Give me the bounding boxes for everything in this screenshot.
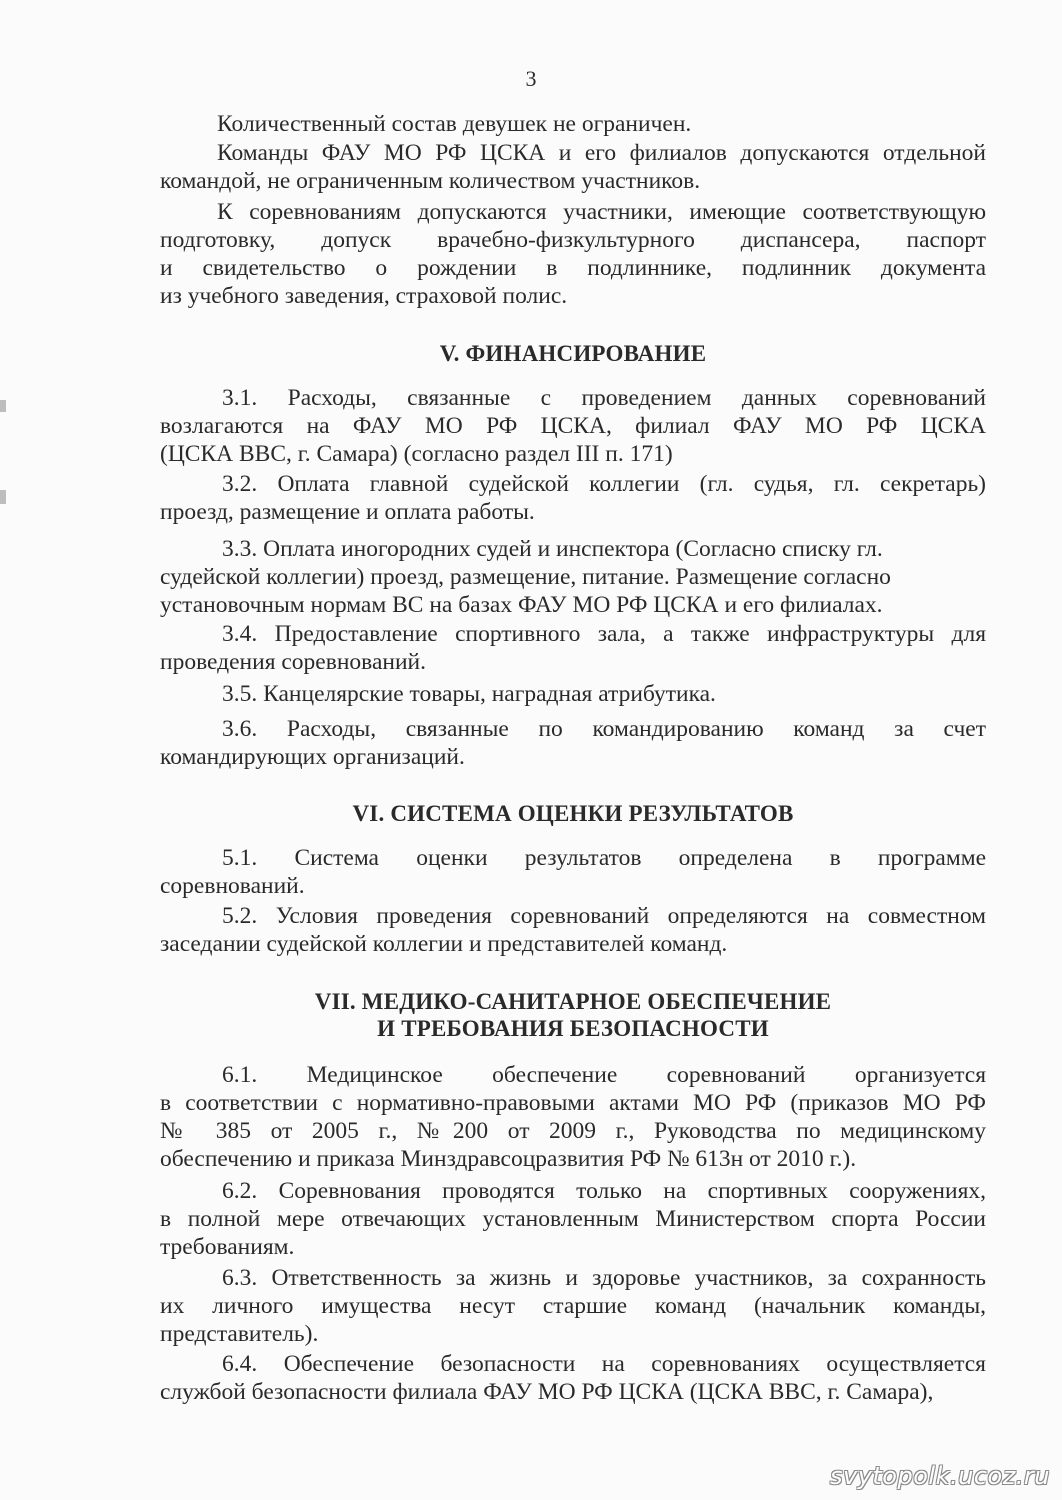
text-line: Количественный состав девушек не ограничен.	[217, 111, 692, 137]
paragraph-3-6	[160, 715, 986, 771]
paragraph-admission	[160, 198, 986, 310]
text-line: проезд, размещение и оплата работы.	[160, 499, 535, 525]
text-line: 6.3. Ответственность за жизнь и здоровье участников, за сохранность	[222, 1265, 986, 1291]
text-line: командой, не ограниченным количеством участников.	[160, 168, 701, 194]
text-line: 3.4. Предоставление спортивного зала, а также инфраструктуры для	[222, 621, 986, 647]
section-heading-results: VI. СИСТЕМА ОЦЕНКИ РЕЗУЛЬТАТОВ	[352, 801, 794, 826]
text-line: 6.1. Медицинское обеспечение соревнований организуется	[222, 1062, 986, 1088]
section-heading-medical: VII. МЕДИКО-САНИТАРНОЕ ОБЕСПЕЧЕНИЕ	[314, 989, 832, 1014]
text-line: представитель).	[160, 1321, 319, 1347]
text-line: 6.4. Обеспечение безопасности на соревнованиях осуществляется	[222, 1351, 986, 1377]
text-line: 3.1. Расходы, связанные с проведением данных соревнований	[222, 385, 986, 411]
text-line: Команды ФАУ МО РФ ЦСКА и его филиалов допускаются отдельной	[217, 140, 986, 166]
text-line: службой безопасности филиала ФАУ МО РФ ЦСКА (ЦСКА ВВС, г. Самара),	[160, 1379, 934, 1405]
paragraph-5-1	[160, 844, 986, 900]
text-line: 3.5. Канцелярские товары, наградная атрибутика.	[222, 681, 716, 707]
text-line: возлагаются на ФАУ МО РФ ЦСКА, филиал ФАУ МО РФ ЦСКА	[160, 413, 986, 439]
text-line: установочным нормам ВС на базах ФАУ МО РФ ЦСКА и его филиалах.	[160, 592, 883, 618]
paragraph-3-3	[160, 535, 986, 619]
paragraph-girls-count	[160, 110, 986, 138]
paragraph-3-1	[160, 384, 986, 468]
paragraph-3-4	[160, 620, 986, 676]
paragraph-cska-teams	[160, 139, 986, 195]
paragraph-3-2	[160, 470, 986, 526]
paragraph-5-2	[160, 902, 986, 958]
text-line: заседании судейской коллегии и представителей команд.	[160, 931, 728, 957]
site-watermark: svytopolk.ucoz.ru	[829, 1462, 1050, 1490]
text-line: 5.1. Система оценки результатов определена в программе	[222, 845, 986, 871]
text-line: соревнований.	[160, 873, 305, 899]
text-line: проведения соревнований.	[160, 649, 426, 675]
text-line: судейской коллегии) проезд, размещение, питание. Размещение согласно	[160, 564, 891, 590]
section-heading-safety: И ТРЕБОВАНИЯ БЕЗОПАСНОСТИ	[377, 1016, 769, 1041]
paragraph-3-5	[160, 680, 986, 708]
text-line: 3.3. Оплата иногородних судей и инспектора (Согласно списку гл.	[222, 536, 883, 562]
text-line: и свидетельство о рождении в подлиннике, подлинник документа	[160, 255, 986, 281]
text-line: обеспечению и приказа Минздравсоцразвития РФ № 613н от 2010 г.).	[160, 1146, 857, 1172]
paragraph-6-1	[160, 1061, 986, 1173]
text-line: 6.2. Соревнования проводятся только на спортивных сооружениях,	[222, 1178, 986, 1204]
scan-edge-mark	[0, 400, 6, 412]
text-line: командирующих организаций.	[160, 744, 465, 770]
text-line: из учебного заведения, страховой полис.	[160, 283, 568, 309]
text-line: 5.2. Условия проведения соревнований определяются на совместном	[222, 903, 986, 929]
text-line: К соревнованиям допускаются участники, имеющие соответствующую	[217, 199, 986, 225]
page-number: 3	[525, 66, 537, 91]
text-line: требованиям.	[160, 1234, 295, 1260]
text-line: (ЦСКА ВВС, г. Самара) (согласно раздел III п. 171)	[160, 441, 673, 467]
paragraph-6-3	[160, 1264, 986, 1348]
text-line: их личного имущества несут старшие команд (начальник команды,	[160, 1293, 986, 1319]
paragraph-6-2	[160, 1177, 986, 1261]
scan-edge-mark	[0, 490, 6, 504]
text-line: 3.6. Расходы, связанные по командированию команд за счет	[222, 716, 986, 742]
paragraph-6-4	[160, 1350, 986, 1406]
text-line: № 385 от 2005 г., №200 от 2009 г., Руководства по медицинскому	[160, 1118, 986, 1144]
text-line: в полной мере отвечающих установленным Министерством спорта России	[160, 1206, 986, 1232]
section-heading-financing: V. ФИНАНСИРОВАНИЕ	[439, 341, 707, 366]
text-line: в соответствии с нормативно-правовыми актами МО РФ (приказов МО РФ	[160, 1090, 986, 1116]
text-line: подготовку, допуск врачебно-физкультурного диспансера, паспорт	[160, 227, 986, 253]
text-line: 3.2. Оплата главной судейской коллегии (гл. судья, гл. секретарь)	[222, 471, 986, 497]
